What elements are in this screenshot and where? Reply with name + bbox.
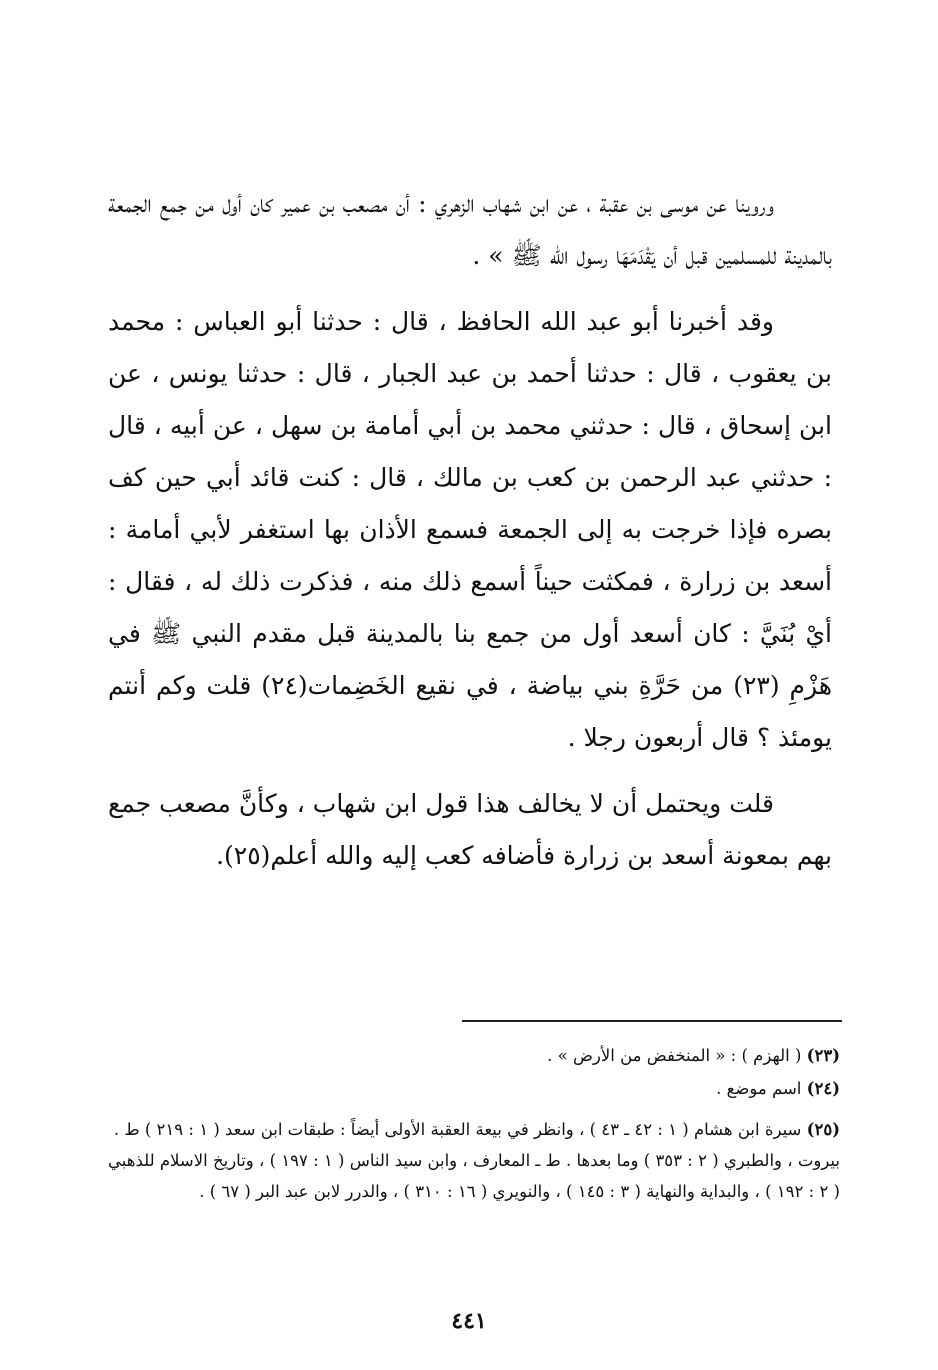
paragraph-2: وقد أخبرنا أبو عبد الله الحافظ ، قال : حدثنا أبو العباس : محمد بن يعقوب ، قال : حدثنا أحمد بن عبد الجبار ، قال : حدثنا يونس ، عن ابن إسحاق ، قال : حدثني محمد بن أبي أمامة بن سهل ، عن أبيه ، قال : حدثني عبد الرحمن بن كعب بن مالك ، قال : كنت قائد أبي حين كف بصره فإذا خرجت به إلى الجمعة فسمع الأذان بها استغفر لأبي أمامة : أسعد بن زرارة ، فمكثت حيناً أسمع ذلك منه ، فذكرت ذلك له ، فقال : أيْ بُنَيَّ : كان أسعد أول من جمع بنا بالمدينة قبل مقدم النبي ﷺ في هَزْمِ (٢٣) من حَرَّةِ بني بياضة ، في نقيع الخَضِمات(٢٤) قلت وكم أنتم يومئذ ؟ قال أربعون رجلا .: [108, 307, 832, 752]
paragraph-1: وروينا عن موسى بن عقبة ، عن ابن شهاب الزهري : أن مصعب بن عمير كان أول من جمع الجمعة بالمدينة للمسلمين قبل أن يَقْدَمَهَا رسول الله ﷺ » .: [108, 189, 832, 270]
footnote-24: [100, 1073, 840, 1104]
footnote-text: اسم موضع .: [716, 1079, 802, 1098]
page-number: ٤٤١: [451, 1308, 487, 1334]
footnote-23: [100, 1040, 840, 1071]
main-text: [108, 178, 832, 882]
footnote-25: [100, 1114, 840, 1207]
footnote-divider: [462, 1020, 842, 1022]
footnote-number: (٢٤): [806, 1079, 840, 1098]
paragraph-3: قلت ويحتمل أن لا يخالف هذا قول ابن شهاب ، وكأنَّ مصعب جمع بهم بمعونة أسعد بن زرارة فأضافه كعب إليه والله أعلم(٢٥).: [108, 789, 832, 870]
footnote-text: سيرة ابن هشام ( ١ : ٤٢ ـ ٤٣ ) ، وانظر في بيعة العقبة الأولى أيضاً : طبقات ابن سعد ( ١ : ٢١٩ ) ط . بيروت ، والطبري ( ٢ : ٣٥٣ ) وما بعدها . ط ـ المعارف ، وابن سيد الناس ( ١ : ١٩٧ ) ، وتاريخ الاسلام للذهبي ( ٢ : ١٩٢ ) ، والبداية والنهاية ( ٣ : ١٤٥ ) ، والنويري ( ١٦ : ٣١٠ ) ، والدرر لابن عبد البر ( ٦٧ ) .: [108, 1120, 840, 1201]
footnote-text: ( الهزم ) : « المنخفض من الأرض » .: [547, 1046, 802, 1065]
footnotes: [100, 1040, 840, 1207]
footnote-number: (٢٥): [806, 1120, 840, 1139]
footnote-number: (٢٣): [806, 1046, 840, 1065]
